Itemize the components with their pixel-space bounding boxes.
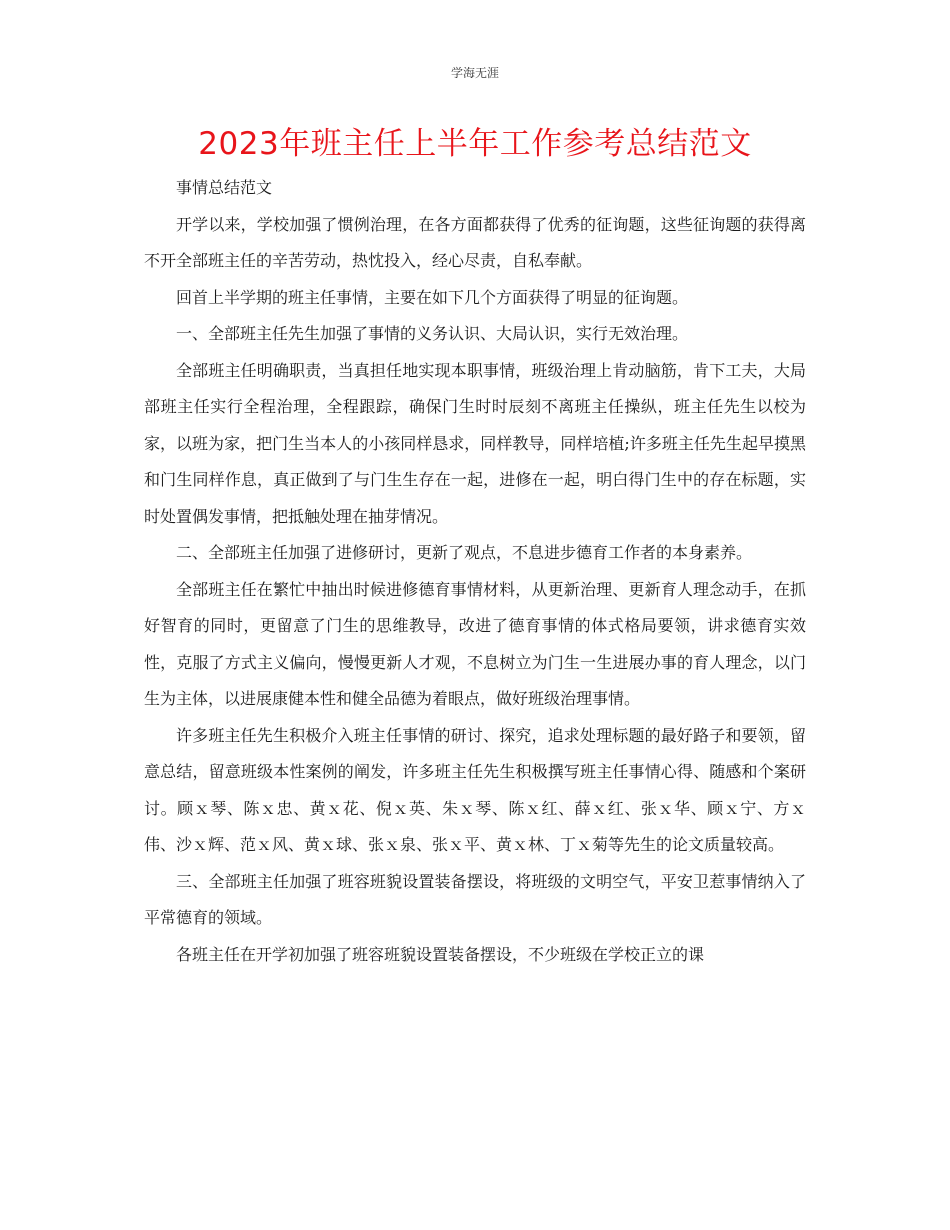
paragraph: 二、全部班主任加强了进修研讨，更新了观点，不息进步德育工作者的本身素养。 bbox=[176, 543, 753, 562]
document-title: 2023年班主任上半年工作参考总结范文 bbox=[198, 126, 752, 162]
paragraph: 许多班主任先生积极介入班主任事情的研讨、探究，追求处理标题的最好路子和要领，留意总结，留意班级本性案例的阐发，许多班主任先生积极撰写班主任事情心得、随感和个案研讨。顾ｘ琴、陈ｘ忠、黄ｘ花、倪ｘ英、朱ｘ琴、陈ｘ红、薛ｘ红、张ｘ华、顾ｘ宁、方ｘ伟、沙ｘ辉、范ｘ风、黄ｘ球、张ｘ泉、张ｘ平、黄ｘ林、丁ｘ菊等先生的论文质量较高。 bbox=[144, 725, 806, 854]
paragraph: 全部班主任在繁忙中抽出时候进修德育事情材料，从更新治理、更新育人理念动手，在抓好智育的同时，更留意了门生的思维教导，改进了德育事情的体式格局要领，讲求德育实效性，克服了方式主义偏向，慢慢更新人才观，不息树立为门生一生进展办事的育人理念，以门生为主体，以进展康健本性和健全品德为着眼点，做好班级治理事情。 bbox=[144, 579, 806, 708]
paragraph: 全部班主任明确职责，当真担任地实现本职事情，班级治理上肯动脑筋，肯下工夫，大局部班主任实行全程治理，全程跟踪，确保门生时时辰刻不离班主任操纵，班主任先生以校为家，以班为家，把门生当本人的小孩同样恳求，同样教导，同样培植;许多班主任先生起早摸黑和门生同样作息，真正做到了与门生生存在一起，进修在一起，明白得门生中的存在标题，实时处置偶发事情，把抵触处理在抽芽情况。 bbox=[144, 360, 806, 526]
paragraph: 一、全部班主任先生加强了事情的义务认识、大局认识，实行无效治理。 bbox=[176, 324, 689, 343]
paragraph: 回首上半学期的班主任事情，主要在如下几个方面获得了明显的征询题。 bbox=[176, 287, 689, 307]
paragraph: 事情总结范文 bbox=[176, 178, 273, 197]
paragraph: 开学以来，学校加强了惯例治理，在各方面都获得了优秀的征询题，这些征询题的获得离不开全部班主任的辛苦劳动，热忱投入，经心尽责，自私奉献。 bbox=[144, 214, 806, 270]
paragraph: 各班主任在开学初加强了班容班貌设置装备摆设，不少班级在学校正立的课 bbox=[176, 944, 705, 964]
page-header: 学海无涯 bbox=[450, 66, 499, 80]
document-body bbox=[144, 170, 806, 973]
paragraph: 三、全部班主任加强了班容班貌设置装备摆设，将班级的文明空气，平安卫惹事情纳入了平常德育的领域。 bbox=[144, 871, 806, 927]
